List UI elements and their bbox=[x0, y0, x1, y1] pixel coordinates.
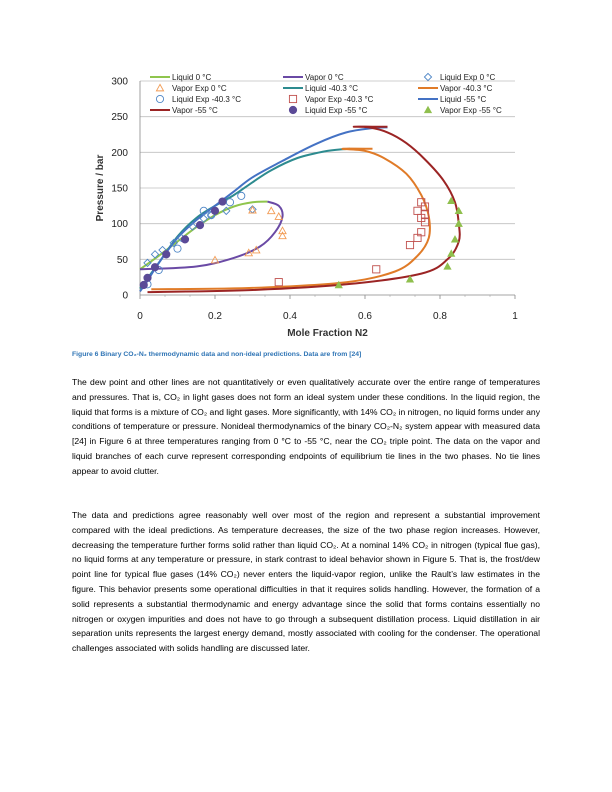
legend-label: Vapor 0 °C bbox=[305, 73, 344, 82]
legend-label: Vapor Exp -40.3 °C bbox=[305, 95, 374, 104]
data-point bbox=[196, 221, 203, 228]
data-point bbox=[226, 199, 233, 206]
y-tick-label: 150 bbox=[111, 183, 128, 195]
data-point bbox=[451, 236, 458, 242]
legend-label: Liquid -40.3 °C bbox=[305, 84, 359, 93]
y-tick-label: 200 bbox=[111, 147, 128, 159]
x-tick-label: 0.2 bbox=[208, 311, 222, 322]
data-point bbox=[174, 245, 181, 252]
x-tick-label: 0.4 bbox=[283, 311, 297, 322]
y-tick-label: 300 bbox=[111, 76, 128, 88]
figure-caption: Figure 6 Binary CO₂-N₂ thermodynamic data and non-ideal predictions. Data are from [24] bbox=[72, 351, 362, 358]
y-tick-label: 50 bbox=[116, 254, 128, 266]
legend bbox=[150, 73, 502, 115]
series-line bbox=[151, 149, 430, 290]
x-tick-label: 0.8 bbox=[433, 311, 447, 322]
data-point bbox=[238, 192, 245, 199]
legend-label: Liquid Exp -40.3 °C bbox=[172, 95, 242, 104]
data-point bbox=[181, 236, 188, 243]
legend-label: Liquid 0 °C bbox=[172, 73, 212, 82]
legend-label: Vapor -40.3 °C bbox=[440, 84, 493, 93]
y-tick-label: 0 bbox=[122, 290, 128, 302]
paragraph-2: The data and predictions agree reasonably well over most of the region and represent a substantial improvement compared with the ideal predictions. As temperature decreases, the size of the two phase region increases. However, decreasing the temperature further forms solid rather than liquid CO₂. At a nominal 14% CO₂ in nitrogen (typical flue gas), no liquid forms at any temperature or pressure, in stark contrast to ideal behavior shown in Figure 5. That is, the frost/dew point line for typical flue gases (14% CO₂) never enters the liquid-vapor region, unlike the Rault’s law estimates in the figure. This behavior presents some operational difficulties in that it requires solids handling. However, the formation of a solid represents a substantial thermodynamic and energy advantage since the solid that forms contains essentially no nitrogen or oxygen impurities and does not have to go through a subsequent distillation process. Liquid distillation in air separation units represents the largest energy demand, mostly associated with cooling for the condenser. The operational challenges associated with solids handling are discussed later. bbox=[72, 510, 540, 654]
data-point bbox=[211, 207, 218, 214]
legend-swatch bbox=[156, 84, 163, 90]
legend-swatch bbox=[289, 106, 296, 113]
x-axis-title: Mole Fraction N2 bbox=[287, 328, 368, 339]
legend-label: Liquid -55 °C bbox=[440, 95, 487, 104]
data-point bbox=[249, 207, 256, 213]
data-point bbox=[163, 251, 170, 258]
data-point bbox=[275, 279, 282, 286]
data-point bbox=[373, 266, 380, 273]
legend-label: Liquid Exp 0 °C bbox=[440, 73, 496, 82]
legend-swatch bbox=[424, 106, 431, 112]
legend-label: Vapor -55 °C bbox=[172, 106, 218, 115]
data-point bbox=[140, 281, 147, 288]
data-point bbox=[406, 241, 413, 248]
data-point bbox=[444, 263, 451, 269]
legend-swatch bbox=[289, 95, 296, 102]
legend-label: Vapor Exp -55 °C bbox=[440, 106, 502, 115]
data-point bbox=[144, 274, 151, 281]
data-point bbox=[279, 232, 286, 238]
x-tick-label: 1 bbox=[512, 311, 518, 322]
y-axis-title: Pressure / bar bbox=[95, 154, 106, 222]
legend-label: Vapor Exp 0 °C bbox=[172, 84, 227, 93]
data-point bbox=[151, 264, 158, 271]
legend-swatch bbox=[156, 95, 163, 102]
paragraph-1: The dew point and other lines are not quantitatively or even qualitatively accurate over the entire range of temperatures and pressures. That is, CO₂ in light gases does not form an ideal system under these conditions. In the liquid region, the liquid that forms is a mixture of CO₂ and light gases. More significantly, with 14% CO₂ in nitrogen, no liquid forms under any conditions of temperature or pressure. Nonideal thermodynamics of the binary CO₂-N₂ system appear with measured data [24] in Figure 6 at three temperatures ranging from 0 °C to -55 °C, near the CO₂ triple point. The data on the vapor and liquid branches of each curve represent corresponding endpoints of equilibrium tie lines in the two phases. No tie lines appear to avoid clutter. bbox=[72, 377, 540, 476]
series-layer bbox=[140, 127, 462, 292]
data-point bbox=[268, 207, 275, 213]
data-point bbox=[219, 198, 226, 205]
x-tick-label: 0.6 bbox=[358, 311, 372, 322]
legend-swatch bbox=[424, 73, 431, 80]
y-tick-label: 100 bbox=[111, 219, 128, 231]
y-tick-label: 250 bbox=[111, 112, 128, 124]
data-point bbox=[414, 207, 421, 214]
x-tick-label: 0 bbox=[137, 311, 143, 322]
legend-label: Liquid Exp -55 °C bbox=[305, 106, 368, 115]
vle-chart bbox=[0, 0, 612, 345]
